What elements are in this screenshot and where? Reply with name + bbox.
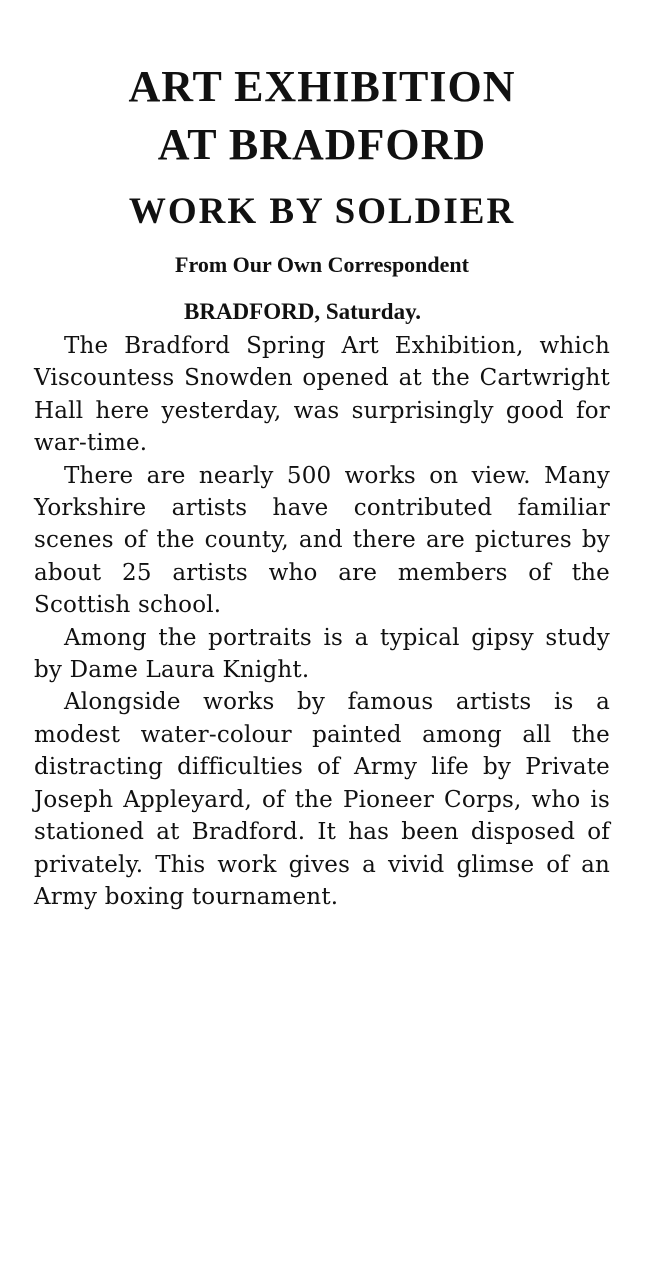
news-clipping [34,58,610,913]
headline-line-2: AT BRADFORD [157,120,487,169]
article-paragraph-4: Alongside works by famous artists is a modest water-colour painted among all the distracting difficulties of Army life by Private Joseph Appleyard, of the Pioneer Corps, who is stationed at Bradford. It has been disposed of privately. This work gives a vivid glimse of an Army boxing tournament. [34,689,610,910]
subheadline: WORK BY SOLDIER [128,191,516,232]
byline: From Our Own Correspondent [175,252,469,277]
headline-line-1: ART EXHIBITION [128,62,516,111]
headline [34,58,610,174]
article-paragraph-1: The Bradford Spring Art Exhibition, which Viscountess Snowden opened at the Cartwright Hall here yesterday, was surprisingly good for war-time. [34,333,610,457]
article-paragraph-3: Among the portraits is a typical gipsy study by Dame Laura Knight. [34,624,610,684]
article-paragraph-2: There are nearly 500 works on view. Many Yorkshire artists have contributed familiar scenes of the county, and there are pictures by about 25 artists who are members of the Scottish school. [34,462,610,619]
dateline: BRADFORD, Saturday. [184,299,422,324]
